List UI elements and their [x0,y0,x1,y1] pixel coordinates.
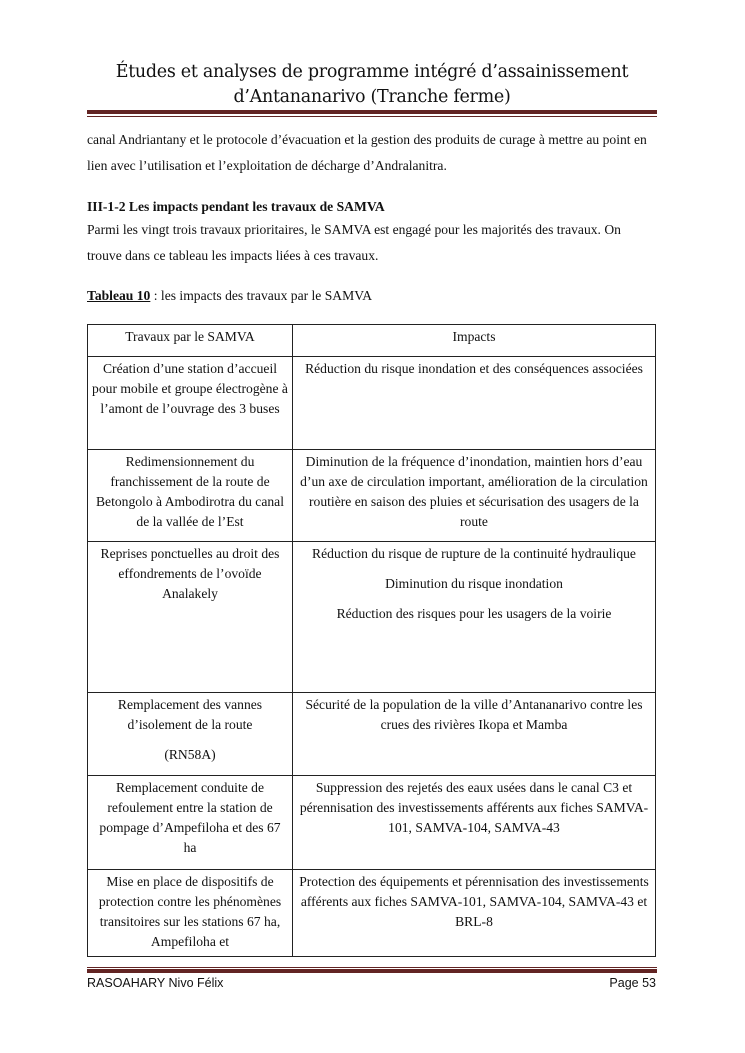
table-row [88,542,656,693]
cell-text: Création d’une station d’accueil pour mobile et groupe électrogène à l’amont de l’ouvrage des 3 buses [92,361,288,416]
footer-rule [87,969,657,973]
section-heading: III-1-2 Les impacts pendant les travaux de SAMVA [87,199,385,214]
cell-text: Diminution du risque inondation [385,576,563,591]
works-cell [88,542,293,693]
cell-text: Mise en place de dispositifs de protection contre les phénomènes transitoires sur les stations 67 ha, Ampefiloha et [98,874,282,949]
caption-label: Tableau 10 [87,288,151,303]
works-cell [88,870,293,957]
table-row [88,870,656,957]
header-line-2: d’Antananarivo (Tranche ferme) [233,87,511,107]
header-rule [87,110,657,114]
works-cell [88,693,293,776]
table-row [88,776,656,870]
cell-text: Protection des équipements et pérennisation des investissements afférents aux fiches SAMVA-101, SAMVA-104, SAMVA-43 et BRL-8 [299,874,649,929]
table-row [88,693,656,776]
intro-paragraph: canal Andriantany et le protocole d’évacuation et la gestion des produits de curage à mettre au point en lien avec l’utilisation et l’exploitation de décharge d’Andralanitra. [87,132,647,173]
header-rule-thin [87,116,657,117]
cell-text: Réduction du risque inondation et des conséquences associées [305,361,643,376]
works-cell [88,450,293,542]
works-cell [88,776,293,870]
impacts-cell [293,870,656,957]
cell-text: Suppression des rejetés des eaux usées dans le canal C3 et pérennisation des investissements afférents aux fiches SAMVA-101, SAMVA-104, SAMVA-43 [299,780,649,835]
header-cell-works: Travaux par le SAMVA [88,325,293,357]
caption-text: : les impacts des travaux par le SAMVA [150,288,373,303]
impacts-cell [293,542,656,693]
footer-rule-thin [87,967,657,968]
running-header [87,60,657,110]
cell-text: Redimensionnement du franchissement de la route de Betongolo à Ambodirotra du canal de la vallée de l’Est [95,454,284,529]
works-cell [88,357,293,450]
header-line-1: Études et analyses de programme intégré d’assainissement [115,62,629,82]
cell-text: Diminution de la fréquence d’inondation, maintien hors d’eau d’un axe de circulation important, amélioration de la circulation routière en saison des pluies et sécurisation des usagers de la route [300,454,648,529]
header-cell-impacts: Impacts [293,325,656,357]
cell-text: Reprises ponctuelles au droit des effondrements de l’ovoïde Analakely [100,546,280,601]
footer-author: RASOAHARY Nivo Félix [87,976,224,990]
cell-text: Remplacement des vannes d’isolement de la route [117,697,263,732]
cell-text: (RN58A) [164,747,216,762]
cell-text: Sécurité de la population de la ville d’Antananarivo contre les crues des rivières Ikopa et Mamba [305,697,643,732]
footer-page-number: Page 53 [609,976,656,990]
impacts-cell [293,693,656,776]
impacts-cell [293,776,656,870]
cell-text: Réduction des risques pour les usagers de la voirie [336,606,612,621]
impacts-cell [293,450,656,542]
impacts-table [87,324,656,957]
section-paragraph: Parmi les vingt trois travaux prioritaires, le SAMVA est engagé pour les majorités des travaux. On trouve dans ce tableau les impacts liées à ces travaux. [87,222,621,263]
table-row [88,450,656,542]
table-caption [87,283,657,309]
table-row [88,357,656,450]
impacts-cell [293,357,656,450]
cell-text: Remplacement conduite de refoulement entre la station de pompage d’Ampefiloha et des 67 ha [99,780,281,855]
cell-text: Réduction du risque de rupture de la continuité hydraulique [312,546,636,561]
